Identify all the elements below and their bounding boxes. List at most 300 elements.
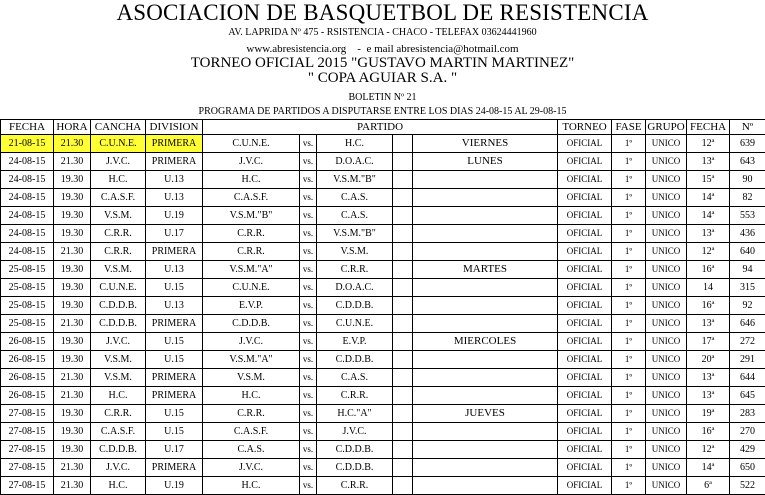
cell-local: C.R.R. <box>203 225 300 243</box>
cell-spacer <box>393 369 413 387</box>
cell-torneo: OFICIAL <box>558 351 612 369</box>
cell-visitante: D.O.A.C. <box>317 153 393 171</box>
cell-numero: 429 <box>730 441 765 459</box>
cell-torneo: OFICIAL <box>558 315 612 333</box>
cell-jornada: 13ª <box>687 369 730 387</box>
cell-visitante: C.A.S. <box>317 207 393 225</box>
cell-numero: 272 <box>730 333 765 351</box>
col-grupo: GRUPO <box>646 120 687 135</box>
cell-local: C.A.S.F. <box>203 189 300 207</box>
cup-title: " COPA AGUIAR S.A. " <box>0 71 765 88</box>
cell-cancha: J.V.C. <box>91 333 146 351</box>
table-row <box>1 189 765 207</box>
cell-local: V.S.M."A" <box>203 351 300 369</box>
cell-grupo: UNICO <box>646 261 687 279</box>
cell-fecha: 26-08-15 <box>1 387 54 405</box>
cell-grupo: UNICO <box>646 171 687 189</box>
cell-local: J.V.C. <box>203 153 300 171</box>
table-row <box>1 459 765 477</box>
cell-cancha: C.D.D.B. <box>91 315 146 333</box>
cell-fase: 1º <box>612 297 646 315</box>
col-fecha-jornada: FECHA <box>687 120 730 135</box>
cell-fase: 1º <box>612 387 646 405</box>
cell-fase: 1º <box>612 441 646 459</box>
cell-local: H.C. <box>203 477 300 495</box>
cell-local: H.C. <box>203 387 300 405</box>
cell-cancha: C.A.S.F. <box>91 423 146 441</box>
cell-fecha: 25-08-15 <box>1 297 54 315</box>
cell-spacer <box>393 423 413 441</box>
cell-jornada: 13ª <box>687 387 730 405</box>
cell-local: V.S.M."B" <box>203 207 300 225</box>
cell-vs: vs. <box>300 171 317 189</box>
cell-cancha: V.S.M. <box>91 207 146 225</box>
table-row <box>1 279 765 297</box>
cell-visitante: D.O.A.C. <box>317 279 393 297</box>
cell-spacer <box>393 279 413 297</box>
cell-visitante: V.S.M. <box>317 243 393 261</box>
cell-spacer <box>393 243 413 261</box>
cell-local: J.V.C. <box>203 459 300 477</box>
cell-spacer <box>393 477 413 495</box>
cell-dia <box>413 297 558 315</box>
cell-torneo: OFICIAL <box>558 279 612 297</box>
cell-grupo: UNICO <box>646 297 687 315</box>
cell-fecha: 27-08-15 <box>1 459 54 477</box>
cell-spacer <box>393 459 413 477</box>
cell-torneo: OFICIAL <box>558 171 612 189</box>
cell-fase: 1º <box>612 369 646 387</box>
cell-jornada: 14 <box>687 279 730 297</box>
cell-fecha: 24-08-15 <box>1 207 54 225</box>
cell-torneo: OFICIAL <box>558 225 612 243</box>
cell-local: C.R.R. <box>203 243 300 261</box>
cell-fase: 1º <box>612 459 646 477</box>
cell-division: U.15 <box>146 279 203 297</box>
cell-hora: 19.30 <box>54 189 91 207</box>
cell-jornada: 6ª <box>687 477 730 495</box>
cell-visitante: H.C. <box>317 135 393 153</box>
cell-numero: 644 <box>730 369 765 387</box>
cell-numero: 315 <box>730 279 765 297</box>
cell-fase: 1º <box>612 405 646 423</box>
cell-torneo: OFICIAL <box>558 369 612 387</box>
cell-fase: 1º <box>612 423 646 441</box>
cell-grupo: UNICO <box>646 459 687 477</box>
cell-division: U.17 <box>146 441 203 459</box>
cell-vs: vs. <box>300 477 317 495</box>
cell-fase: 1º <box>612 189 646 207</box>
cell-torneo: OFICIAL <box>558 459 612 477</box>
cell-torneo: OFICIAL <box>558 243 612 261</box>
cell-spacer <box>393 207 413 225</box>
cell-numero: 650 <box>730 459 765 477</box>
cell-dia <box>413 171 558 189</box>
cell-spacer <box>393 189 413 207</box>
cell-visitante: H.C."A" <box>317 405 393 423</box>
cell-grupo: UNICO <box>646 387 687 405</box>
cell-fecha: 26-08-15 <box>1 333 54 351</box>
cell-vs: vs. <box>300 135 317 153</box>
cell-grupo: UNICO <box>646 135 687 153</box>
cell-vs: vs. <box>300 279 317 297</box>
cell-vs: vs. <box>300 207 317 225</box>
table-row <box>1 153 765 171</box>
cell-cancha: H.C. <box>91 171 146 189</box>
cell-grupo: UNICO <box>646 189 687 207</box>
cell-hora: 21.30 <box>54 477 91 495</box>
cell-visitante: C.D.D.B. <box>317 441 393 459</box>
cell-cancha: H.C. <box>91 477 146 495</box>
table-row <box>1 315 765 333</box>
cell-fecha: 24-08-15 <box>1 243 54 261</box>
cell-vs: vs. <box>300 243 317 261</box>
col-cancha: CANCHA <box>91 120 146 135</box>
cell-dia <box>413 477 558 495</box>
cell-division: PRIMERA <box>146 315 203 333</box>
cell-jornada: 12ª <box>687 135 730 153</box>
cell-fecha: 24-08-15 <box>1 225 54 243</box>
cell-numero: 90 <box>730 171 765 189</box>
cell-dia <box>413 369 558 387</box>
col-numero: Nº <box>730 120 765 135</box>
cell-numero: 283 <box>730 405 765 423</box>
cell-torneo: OFICIAL <box>558 297 612 315</box>
cell-hora: 19.30 <box>54 351 91 369</box>
cell-dia <box>413 423 558 441</box>
cell-numero: 436 <box>730 225 765 243</box>
col-fecha: FECHA <box>1 120 54 135</box>
cell-cancha: C.A.S.F. <box>91 189 146 207</box>
cell-division: U.13 <box>146 171 203 189</box>
cell-division: PRIMERA <box>146 459 203 477</box>
cell-division: PRIMERA <box>146 369 203 387</box>
cell-visitante: E.V.P. <box>317 333 393 351</box>
cell-cancha: J.V.C. <box>91 153 146 171</box>
cell-dia <box>413 243 558 261</box>
cell-division: PRIMERA <box>146 153 203 171</box>
cell-dia: MARTES <box>413 261 558 279</box>
cell-jornada: 12ª <box>687 243 730 261</box>
cell-division: PRIMERA <box>146 387 203 405</box>
table-row <box>1 135 765 153</box>
cell-local: E.V.P. <box>203 297 300 315</box>
cell-fecha: 24-08-15 <box>1 171 54 189</box>
table-row <box>1 243 765 261</box>
cell-grupo: UNICO <box>646 243 687 261</box>
cell-fase: 1º <box>612 261 646 279</box>
cell-vs: vs. <box>300 333 317 351</box>
cell-visitante: C.A.S. <box>317 369 393 387</box>
cell-cancha: J.V.C. <box>91 459 146 477</box>
cell-jornada: 15ª <box>687 171 730 189</box>
cell-hora: 21.30 <box>54 153 91 171</box>
cell-grupo: UNICO <box>646 207 687 225</box>
cell-cancha: V.S.M. <box>91 369 146 387</box>
table-row <box>1 261 765 279</box>
cell-local: C.A.S.F. <box>203 423 300 441</box>
cell-jornada: 13ª <box>687 153 730 171</box>
cell-visitante: C.R.R. <box>317 261 393 279</box>
cell-fecha: 26-08-15 <box>1 351 54 369</box>
cell-local: C.U.N.E. <box>203 135 300 153</box>
cell-division: U.15 <box>146 405 203 423</box>
cell-fase: 1º <box>612 225 646 243</box>
table-row <box>1 297 765 315</box>
cell-numero: 291 <box>730 351 765 369</box>
cell-dia <box>413 351 558 369</box>
cell-hora: 19.30 <box>54 441 91 459</box>
cell-vs: vs. <box>300 405 317 423</box>
cell-torneo: OFICIAL <box>558 423 612 441</box>
cell-vs: vs. <box>300 387 317 405</box>
cell-torneo: OFICIAL <box>558 189 612 207</box>
cell-numero: 639 <box>730 135 765 153</box>
cell-hora: 19.30 <box>54 423 91 441</box>
cell-fecha: 24-08-15 <box>1 189 54 207</box>
cell-grupo: UNICO <box>646 369 687 387</box>
cell-jornada: 16ª <box>687 423 730 441</box>
cell-spacer <box>393 405 413 423</box>
cell-numero: 643 <box>730 153 765 171</box>
cell-fase: 1º <box>612 135 646 153</box>
cell-local: J.V.C. <box>203 333 300 351</box>
contact-line: www.abresistencia.org - e mail abresistencia@hotmail.com <box>0 43 765 56</box>
cell-visitante: V.S.M."B" <box>317 171 393 189</box>
cell-cancha: V.S.M. <box>91 261 146 279</box>
cell-jornada: 14ª <box>687 189 730 207</box>
cell-division: U.15 <box>146 423 203 441</box>
cell-numero: 640 <box>730 243 765 261</box>
cell-torneo: OFICIAL <box>558 387 612 405</box>
cell-fase: 1º <box>612 351 646 369</box>
cell-fase: 1º <box>612 279 646 297</box>
cell-jornada: 16ª <box>687 261 730 279</box>
cell-spacer <box>393 153 413 171</box>
cell-vs: vs. <box>300 423 317 441</box>
cell-division: U.15 <box>146 333 203 351</box>
cell-spacer <box>393 171 413 189</box>
table-row <box>1 423 765 441</box>
cell-dia <box>413 315 558 333</box>
cell-grupo: UNICO <box>646 351 687 369</box>
col-partido: PARTIDO <box>203 120 558 135</box>
cell-spacer <box>393 225 413 243</box>
cell-local: C.U.N.E. <box>203 279 300 297</box>
cell-cancha: C.U.N.E. <box>91 279 146 297</box>
table-row <box>1 333 765 351</box>
cell-dia: MIERCOLES <box>413 333 558 351</box>
cell-vs: vs. <box>300 225 317 243</box>
cell-hora: 19.30 <box>54 279 91 297</box>
cell-division: PRIMERA <box>146 243 203 261</box>
cell-dia <box>413 225 558 243</box>
cell-torneo: OFICIAL <box>558 477 612 495</box>
cell-torneo: OFICIAL <box>558 333 612 351</box>
cell-hora: 21.30 <box>54 243 91 261</box>
cell-dia: JUEVES <box>413 405 558 423</box>
cell-division: U.13 <box>146 189 203 207</box>
cell-dia: LUNES <box>413 153 558 171</box>
cell-numero: 645 <box>730 387 765 405</box>
table-row <box>1 477 765 495</box>
program-caption: PROGRAMA DE PARTIDOS A DISPUTARSE ENTRE LOS DIAS 24-08-15 AL 29-08-15 <box>0 105 765 119</box>
cell-hora: 19.30 <box>54 225 91 243</box>
cell-division: PRIMERA <box>146 135 203 153</box>
cell-fase: 1º <box>612 171 646 189</box>
cell-visitante: C.A.S. <box>317 189 393 207</box>
table-row <box>1 405 765 423</box>
col-division: DIVISION <box>146 120 203 135</box>
cell-jornada: 17ª <box>687 333 730 351</box>
cell-fecha: 25-08-15 <box>1 315 54 333</box>
cell-torneo: OFICIAL <box>558 153 612 171</box>
cell-jornada: 12ª <box>687 441 730 459</box>
cell-grupo: UNICO <box>646 423 687 441</box>
cell-division: U.19 <box>146 477 203 495</box>
cell-hora: 19.30 <box>54 333 91 351</box>
cell-grupo: UNICO <box>646 333 687 351</box>
cell-numero: 92 <box>730 297 765 315</box>
cell-cancha: C.R.R. <box>91 243 146 261</box>
cell-dia <box>413 279 558 297</box>
cell-torneo: OFICIAL <box>558 441 612 459</box>
table-row <box>1 369 765 387</box>
cell-hora: 19.30 <box>54 171 91 189</box>
document-header <box>0 0 765 119</box>
cell-spacer <box>393 135 413 153</box>
cell-dia <box>413 207 558 225</box>
cell-fecha: 24-08-15 <box>1 153 54 171</box>
cell-cancha: C.D.D.B. <box>91 441 146 459</box>
cell-torneo: OFICIAL <box>558 261 612 279</box>
cell-torneo: OFICIAL <box>558 207 612 225</box>
bulletin-number: BOLETIN Nº 21 <box>0 91 765 105</box>
cell-local: H.C. <box>203 171 300 189</box>
cell-fase: 1º <box>612 153 646 171</box>
table-row <box>1 207 765 225</box>
cell-fase: 1º <box>612 477 646 495</box>
cell-numero: 94 <box>730 261 765 279</box>
cell-vs: vs. <box>300 369 317 387</box>
cell-hora: 21.30 <box>54 135 91 153</box>
cell-local: V.S.M. <box>203 369 300 387</box>
cell-fecha: 25-08-15 <box>1 261 54 279</box>
cell-dia <box>413 189 558 207</box>
cell-spacer <box>393 351 413 369</box>
cell-hora: 19.30 <box>54 405 91 423</box>
cell-hora: 19.30 <box>54 297 91 315</box>
cell-local: C.R.R. <box>203 405 300 423</box>
address-line: AV. LAPRIDA Nº 475 - RSISTENCIA - CHACO - TELEFAX 03624441960 <box>0 26 765 40</box>
cell-fecha: 26-08-15 <box>1 369 54 387</box>
cell-dia <box>413 459 558 477</box>
cell-vs: vs. <box>300 315 317 333</box>
cell-dia <box>413 441 558 459</box>
cell-grupo: UNICO <box>646 225 687 243</box>
table-header-row <box>1 120 765 135</box>
cell-visitante: J.V.C. <box>317 423 393 441</box>
cell-cancha: C.D.D.B. <box>91 297 146 315</box>
cell-division: U.13 <box>146 261 203 279</box>
cell-grupo: UNICO <box>646 405 687 423</box>
cell-visitante: C.U.N.E. <box>317 315 393 333</box>
cell-vs: vs. <box>300 189 317 207</box>
cell-jornada: 13ª <box>687 315 730 333</box>
cell-numero: 646 <box>730 315 765 333</box>
cell-fecha: 27-08-15 <box>1 441 54 459</box>
cell-torneo: OFICIAL <box>558 405 612 423</box>
cell-jornada: 13ª <box>687 225 730 243</box>
cell-grupo: UNICO <box>646 153 687 171</box>
cell-hora: 21.30 <box>54 459 91 477</box>
cell-jornada: 19ª <box>687 405 730 423</box>
col-torneo: TORNEO <box>558 120 612 135</box>
cell-visitante: C.D.D.B. <box>317 459 393 477</box>
table-row <box>1 351 765 369</box>
cell-spacer <box>393 333 413 351</box>
cell-vs: vs. <box>300 351 317 369</box>
cell-visitante: C.D.D.B. <box>317 351 393 369</box>
cell-local: C.D.D.B. <box>203 315 300 333</box>
cell-local: C.A.S. <box>203 441 300 459</box>
cell-division: U.17 <box>146 225 203 243</box>
cell-fecha: 27-08-15 <box>1 405 54 423</box>
cell-division: U.19 <box>146 207 203 225</box>
cell-local: V.S.M."A" <box>203 261 300 279</box>
cell-jornada: 20ª <box>687 351 730 369</box>
schedule-table <box>0 119 765 495</box>
cell-cancha: C.R.R. <box>91 405 146 423</box>
cell-jornada: 14ª <box>687 459 730 477</box>
cell-vs: vs. <box>300 297 317 315</box>
cell-visitante: C.R.R. <box>317 387 393 405</box>
cell-hora: 19.30 <box>54 261 91 279</box>
col-hora: HORA <box>54 120 91 135</box>
cell-numero: 270 <box>730 423 765 441</box>
cell-grupo: UNICO <box>646 441 687 459</box>
table-row <box>1 225 765 243</box>
table-row <box>1 387 765 405</box>
cell-dia <box>413 387 558 405</box>
cell-vs: vs. <box>300 153 317 171</box>
cell-visitante: C.D.D.B. <box>317 297 393 315</box>
cell-vs: vs. <box>300 261 317 279</box>
cell-spacer <box>393 387 413 405</box>
cell-division: U.13 <box>146 297 203 315</box>
cell-division: U.15 <box>146 351 203 369</box>
cell-fecha: 27-08-15 <box>1 423 54 441</box>
cell-cancha: C.R.R. <box>91 225 146 243</box>
cell-cancha: H.C. <box>91 387 146 405</box>
cell-numero: 522 <box>730 477 765 495</box>
association-title: ASOCIACION DE BASQUETBOL DE RESISTENCIA <box>0 0 765 26</box>
cell-cancha: C.U.N.E. <box>91 135 146 153</box>
cell-grupo: UNICO <box>646 279 687 297</box>
cell-visitante: V.S.M."B" <box>317 225 393 243</box>
cell-spacer <box>393 315 413 333</box>
cell-fecha: 25-08-15 <box>1 279 54 297</box>
cell-fase: 1º <box>612 333 646 351</box>
cell-fase: 1º <box>612 207 646 225</box>
cell-torneo: OFICIAL <box>558 135 612 153</box>
cell-cancha: V.S.M. <box>91 351 146 369</box>
cell-hora: 21.30 <box>54 369 91 387</box>
cell-numero: 553 <box>730 207 765 225</box>
cell-grupo: UNICO <box>646 477 687 495</box>
cell-spacer <box>393 441 413 459</box>
cell-dia: VIERNES <box>413 135 558 153</box>
